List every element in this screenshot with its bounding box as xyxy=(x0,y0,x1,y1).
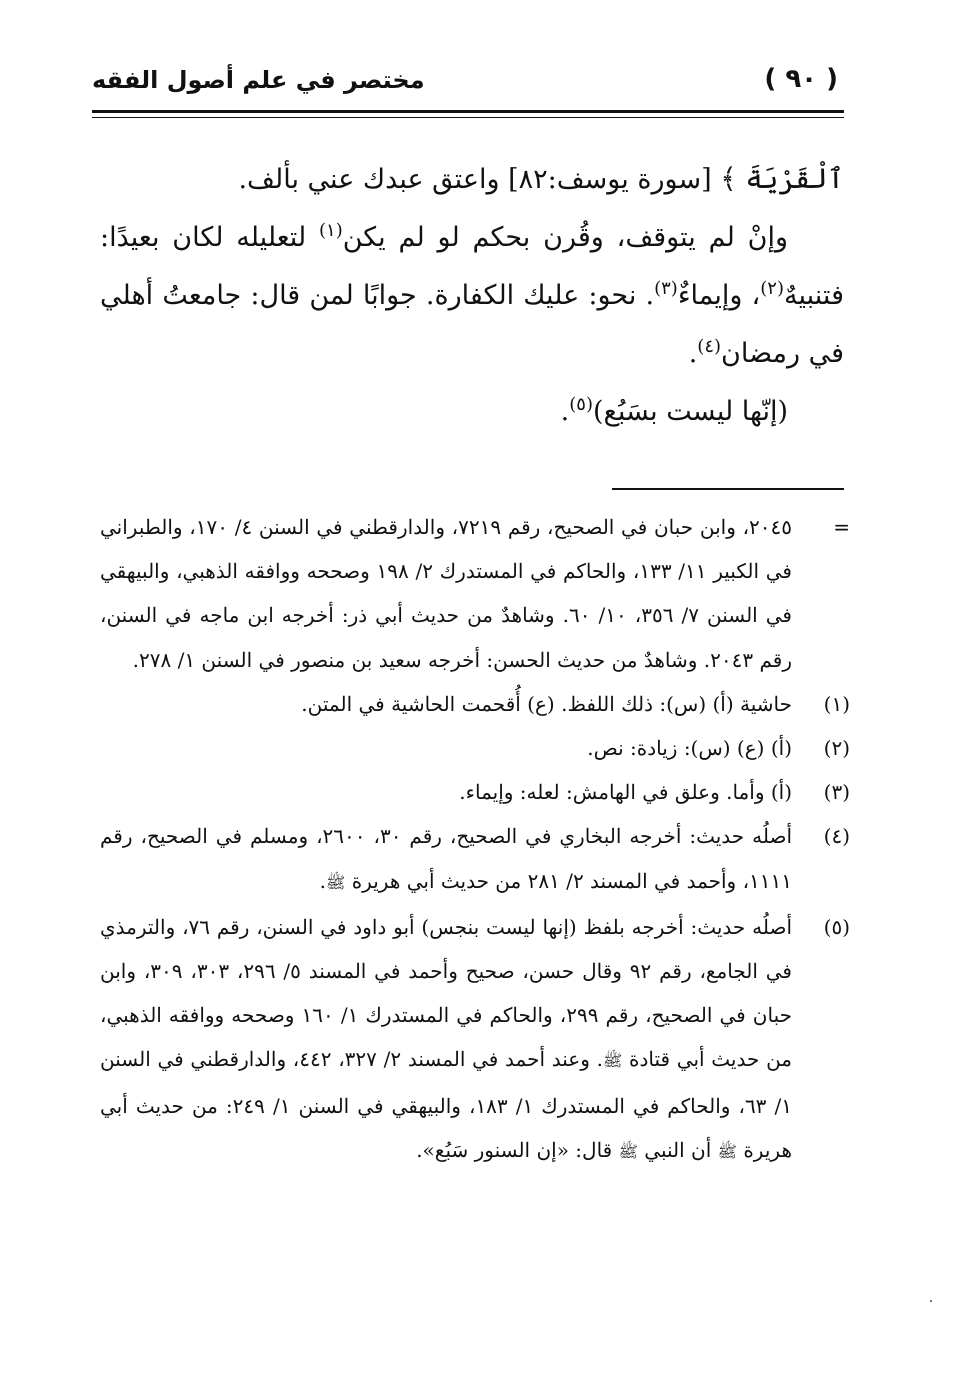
honorific-icon: ﷺ xyxy=(717,1141,737,1161)
header-rule-thick xyxy=(92,110,844,113)
footnote-2-number: (٢) xyxy=(823,736,850,761)
honorific-icon: ﷺ xyxy=(326,872,346,892)
main-line-1-rest: واعتق عبدك عني بألف. xyxy=(238,164,500,195)
footnote-1-number: (١) xyxy=(823,691,850,716)
quran-fragment: ٱلْقَرْيَةَ ﴾ xyxy=(720,162,844,195)
continuation-mark: = xyxy=(833,515,850,539)
footnote-ref-3[interactable]: (٣) xyxy=(654,278,678,299)
honorific-icon: ﷺ xyxy=(602,1051,623,1071)
continuation-text: ٢٠٤٥، وابن حبان في الصحيح، رقم ٧٢١٩، والدارقطني في السنن ٤/ ١٧٠، والطبراني في الكبير ١١/ ١٣٣، والحاكم في المستدرك ٢/ ١٩٨ وصححه ووافقه الذهبي، والبيهقي في السنن ٧/ ٣٥٦، ١٠/ ٦٠. وشاهدٌ من حديث أبي ذر: أخرجه ابن ماجه في السنن، رقم ٢٠٤٣. وشاهدٌ من حديث الحسن: أخرجه سعيد بن منصور في السنن ١/ ٢٧٨. xyxy=(100,515,793,672)
para3-text-a: (إنّها ليست بسَبُع) xyxy=(592,396,788,427)
footnote-5 xyxy=(100,905,850,1174)
footnote-2 xyxy=(100,726,850,770)
footnote-5-text-d: قال: «إن السنور سَبُع». xyxy=(416,1137,613,1162)
footnote-4-text-a: أصلُه حديث: أخرجه البخاري في الصحيح، رقم ٣٠، ٢٦٠٠، ومسلم في الصحيح، رقم ١١١١، وأحمد في المسند ٢/ ٢٨١ من حديث أبي هريرة xyxy=(100,824,793,893)
footnote-4-number: (٤) xyxy=(823,824,850,849)
footnote-3-number: (٣) xyxy=(823,780,850,805)
footnote-ref-2[interactable]: (٢) xyxy=(760,278,784,299)
main-text xyxy=(100,150,844,441)
footnote-ref-4[interactable]: (٤) xyxy=(697,336,722,357)
footnote-1 xyxy=(100,682,850,726)
honorific-icon: ﷺ xyxy=(618,1141,638,1161)
main-line-1 xyxy=(100,150,844,209)
header-rule-thin xyxy=(92,117,844,118)
footnote-5-number: (٥) xyxy=(823,914,850,939)
page-number: ( ٩٠ ) xyxy=(764,64,838,94)
footnote-1-text: حاشية (أ) (س): ذلك اللفظ. (ع) أُقحمت الحاشية في المتن. xyxy=(301,691,792,716)
footnotes xyxy=(100,505,850,1174)
para3-text-b: . xyxy=(560,396,570,427)
footnote-3 xyxy=(100,770,850,814)
footnote-2-text: (أ) (ع) (س): زيادة: نص. xyxy=(587,736,792,761)
scan-speck xyxy=(930,1300,932,1302)
para2-text-c: ، وإيماءٌ xyxy=(677,280,761,311)
page-header xyxy=(92,58,844,110)
para2-text-b: لتعليله لكان بعيدًا: فتنبيهٌ xyxy=(100,222,844,311)
para2-text-d: . نحو: عليك الكفارة. جوابًا لمن قال: جامعتُ أهلي في رمضان xyxy=(100,280,844,369)
footnote-5-text-c: أن النبي xyxy=(644,1137,712,1162)
main-paragraph-2 xyxy=(100,209,844,383)
para2-text-e: . xyxy=(688,338,698,369)
footnote-continuation xyxy=(100,505,850,682)
footnote-5-text-b: . وعند أحمد في المسند ٢/ ٣٢٧، ٤٤٢، والدارقطني في السنن ١/ ٦٣، والحاكم في المستدرك ١/ ١٨٣، والبيهقي في السنن ١/ ٢٤٩: من حديث أبي هريرة xyxy=(100,1047,792,1162)
running-title: مختصر في علم أصول الفقه xyxy=(92,66,425,94)
main-paragraph-3 xyxy=(100,383,844,441)
footnote-ref-1[interactable]: (١) xyxy=(318,220,343,241)
footnote-ref-5[interactable]: (٥) xyxy=(569,394,593,415)
footnote-5-text-a: أصلُه حديث: أخرجه بلفظ (إنها ليست بنجس) أبو داود في السنن، رقم ٧٦، والترمذي في الجامع، رقم ٩٢ وقال حسن، صحيح وأحمد في المسند ٥/ ٢٩٦، ٣٠٣، ٣٠٩، وابن حبان في الصحيح، رقم ٢٩٩، والحاكم في المستدرك ١/ ١٦٠ وصححه ووافقه الذهبي، من حديث أبي قتادة xyxy=(100,914,793,1072)
footnote-4-text-b: . xyxy=(319,868,327,893)
para2-text-a: وإنْ لم يتوقف، وقُرن بحكم لو لم يكن xyxy=(342,222,788,253)
footnote-divider xyxy=(612,488,844,490)
footnote-4 xyxy=(100,814,850,904)
surah-reference: [سورة يوسف:٨٢] xyxy=(508,164,712,195)
footnote-3-text: (أ) وأما. وعلق في الهامش: لعله: وإيماء. xyxy=(459,780,792,805)
